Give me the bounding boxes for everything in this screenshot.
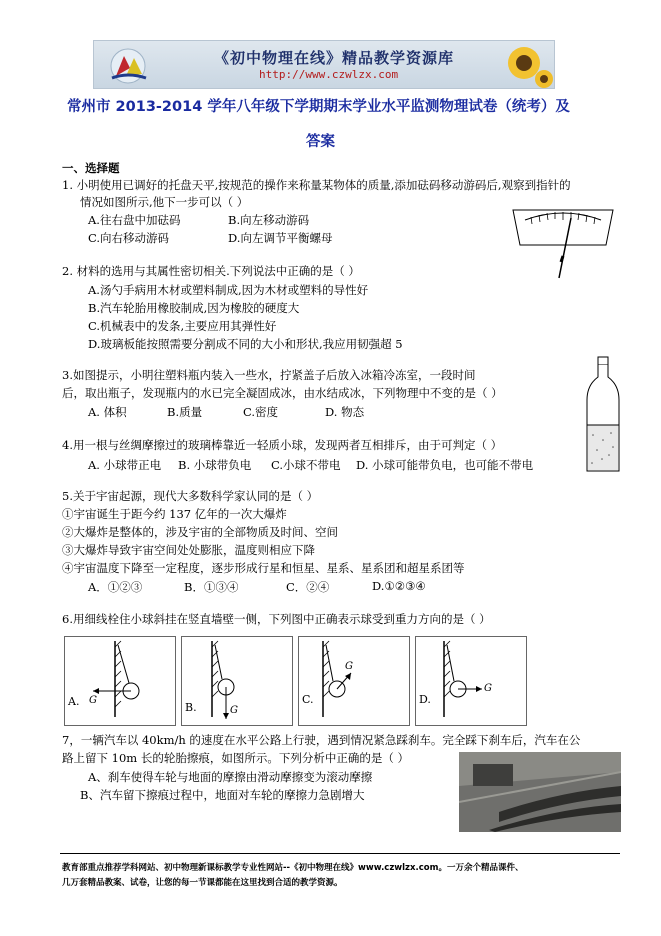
q5-statement-4: ④宇宙温度下降至一定程度，逐步形成行星和恒星、星系、星系团和超星系团等 (62, 561, 465, 575)
footer-separator (60, 853, 620, 854)
q5-option-a[interactable]: A．①②③ (88, 580, 143, 594)
q1-option-d[interactable]: D.向左调节平衡螺母 (228, 231, 333, 245)
sunflower-icon (494, 41, 554, 88)
q3-option-b[interactable]: B.质量 (167, 405, 203, 419)
q3-line1: 3.如图提示，小明往塑料瓶内装入一些水，拧紧盖子后放入冰箱冷冻室，一段时间 (62, 368, 476, 382)
q6-force-a: G (89, 695, 97, 706)
q2-option-c[interactable]: C.机械表中的发条,主要应用其弹性好 (88, 319, 277, 333)
tire-skid-photo (459, 752, 621, 832)
q5-option-d[interactable]: D.①②③④ (372, 579, 426, 593)
q7-line2: 路上留下 10m 长的轮胎擦痕，如图所示。下列分析中正确的是（ ） (62, 751, 410, 765)
q3-option-c[interactable]: C.密度 (243, 405, 279, 419)
banner-site-name: 《初中物理在线》精品教学资源库 (214, 49, 455, 67)
q6-force-b: G (230, 705, 238, 716)
q7-option-b[interactable]: B、汽车留下擦痕过程中，地面对车轮的摩擦力急剧增大 (80, 788, 365, 802)
banner-url[interactable]: http://www.czwlzx.com (259, 68, 399, 81)
q6-label-a: A. (68, 695, 80, 708)
q6-figure-d[interactable] (415, 636, 527, 726)
q7-option-a[interactable]: A、刹车使得车轮与地面的摩擦由滑动摩擦变为滚动摩擦 (88, 770, 373, 784)
q2-option-b[interactable]: B.汽车轮胎用橡胶制成,因为橡胶的硬度大 (88, 301, 300, 315)
q6-figure-a[interactable] (64, 636, 176, 726)
q2-option-d[interactable]: D.玻璃板能按照需要分割成不同的大小和形状,我应用韧强超 5 (88, 337, 403, 351)
q2-line1: 2. 材料的选用与其属性密切相关.下列说法中正确的是（ ） (62, 264, 360, 278)
q6-label-b: B. (185, 701, 197, 714)
q5-option-c[interactable]: C．②④ (286, 580, 330, 594)
q4-option-b[interactable]: B. 小球带负电 (178, 458, 252, 472)
bottle-figure (583, 355, 623, 475)
q5-statement-3: ③大爆炸导致宇宙空间处处膨胀，温度则相应下降 (62, 543, 315, 557)
footer-line1: 教育部重点推荐学科网站、初中物理新课标教学专业性网站--《初中物理在线》www.czwlzx.com。一万余个精品课件、 (62, 863, 524, 873)
page-title-line2: 答案 (306, 134, 335, 150)
q6-force-c: G (345, 661, 353, 672)
q6-label-d: D. (419, 693, 431, 706)
header-banner (93, 40, 555, 89)
q1-option-c[interactable]: C.向右移动游码 (88, 231, 170, 245)
balance-scale-figure (503, 200, 623, 280)
logo-icon (98, 44, 168, 86)
q5-statement-2: ②大爆炸是整体的，涉及宇宙的全部物质及时间、空间 (62, 525, 338, 539)
page-title-line1: 常州市 2013-2014 学年八年级下学期期末学业水平监测物理试卷（统考）及 (67, 99, 570, 115)
q3-line2: 后，取出瓶子，发现瓶内的水已完全凝固成冰，由水结成冰，下列物理中不变的是（ ） (62, 386, 503, 400)
q3-option-a[interactable]: A. 体积 (88, 405, 127, 419)
q6-figure-b[interactable] (181, 636, 293, 726)
section-heading: 一、选择题 (62, 161, 120, 175)
q7-line1: 7，一辆汽车以 40km/h 的速度在水平公路上行驶，遇到情况紧急踩刹车。完全踩下刹车后，汽车在公 (62, 733, 581, 747)
q1-line2: 情况如图所示,他下一步可以（ ） (80, 195, 249, 209)
q1-option-a[interactable]: A.往右盘中加砝码 (88, 213, 181, 227)
q6-figure-c[interactable] (298, 636, 410, 726)
q2-option-a[interactable]: A.汤勺手病用木材或塑料制成,因为木材或塑料的导性好 (88, 283, 369, 297)
q4-line1: 4.用一根与丝绸摩擦过的玻璃棒靠近一轻质小球，发现两者互相排斥，由于可判定（ ） (62, 438, 503, 452)
q5-line1: 5.关于宇宙起源，现代大多数科学家认同的是（ ） (62, 489, 319, 503)
footer-line2: 几万套精品教案、试卷，让您的每一节课都能在这里找到合适的教学资源。 (62, 878, 343, 888)
q5-option-b[interactable]: B．①③④ (184, 580, 239, 594)
q4-option-c[interactable]: C.小球不带电 (271, 458, 341, 472)
q1-option-b[interactable]: B.向左移动游码 (228, 213, 310, 227)
q4-option-d[interactable]: D. 小球可能带负电，也可能不带电 (356, 458, 534, 472)
q3-option-d[interactable]: D. 物态 (325, 405, 365, 419)
q6-force-d: G (484, 683, 492, 694)
q6-line1: 6.用细线栓住小球斜挂在竖直墙壁一侧，下列图中正确表示球受到重力方向的是（ ） (62, 612, 491, 626)
q5-statement-1: ①宇宙诞生于距今约 137 亿年的一次大爆炸 (62, 507, 287, 521)
q6-label-c: C. (302, 693, 314, 706)
q4-option-a[interactable]: A. 小球带正电 (88, 458, 162, 472)
q1-line1: 1. 小明使用已调好的托盘天平,按规范的操作来称量某物体的质量,添加砝码移动游码后,观察到指针的 (62, 178, 571, 192)
